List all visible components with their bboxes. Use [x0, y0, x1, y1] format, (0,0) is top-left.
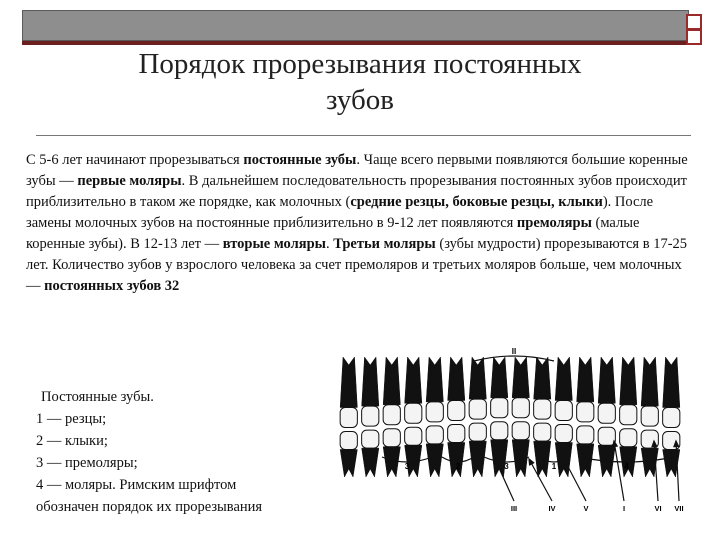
lower-tooth-crown — [512, 422, 529, 440]
header-accent-line — [22, 41, 689, 45]
upper-tooth-crown — [620, 405, 637, 425]
text-run: (зубы мудрости) прорезываются в 17-25 лет. Количество зубов у взрослого человека за счет премоляров и третьих моляров больше, чем молочных — — [26, 236, 688, 294]
upper-tooth-crown — [577, 402, 594, 422]
caption-line: 4 — моляры. Римским шрифтом — [36, 477, 237, 493]
text-run: (малые коренные зубы). В 12-13 лет — — [26, 215, 640, 252]
bold-term: постоянные зубы — [243, 152, 357, 168]
title-line: зубов — [326, 84, 394, 116]
lower-tooth-crown — [426, 426, 443, 444]
upper-tooth-crown — [362, 406, 379, 426]
bold-term: премоляры — [516, 215, 592, 231]
corner-square-decoration — [686, 29, 702, 45]
upper-tooth-crown — [555, 401, 572, 421]
caption-line: обозначен порядок их прорезывания — [36, 499, 263, 515]
title-divider — [36, 135, 691, 136]
upper-tooth-root — [663, 357, 680, 408]
caption-line: Постоянные зубы. — [41, 389, 154, 405]
corner-square-decoration — [686, 14, 702, 30]
lower-tooth-crown — [491, 422, 508, 440]
upper-tooth-crown — [534, 399, 551, 419]
lower-tooth-crown — [598, 427, 615, 445]
eruption-order-label: IV — [548, 504, 556, 513]
lower-tooth-crown — [469, 423, 486, 441]
lower-tooth-crown — [620, 429, 637, 447]
eruption-order-label: VI — [654, 504, 662, 513]
eruption-order-label: VII — [674, 504, 684, 513]
slide-title — [60, 46, 660, 118]
upper-tooth-crown — [340, 408, 357, 428]
lower-tooth-crown — [362, 430, 379, 448]
upper-tooth-crown — [448, 401, 465, 421]
lower-tooth-crown — [340, 432, 357, 450]
upper-tooth-crown — [426, 402, 443, 422]
text-run: ). После замены молочных зубов на постоянные приблизительно в 9-12 лет появляются — [26, 194, 654, 231]
text-run: . В дальнейшем последовательность прорезывания постоянных зубов происходит приблизительно в таком же порядке, как молочных ( — [26, 173, 687, 210]
group-label: 2 — [455, 462, 461, 471]
upper-tooth-crown — [405, 403, 422, 423]
bold-term: средние резцы, боковые резцы, клыки — [350, 194, 603, 210]
group-label: 1 — [551, 462, 557, 471]
bold-term: вторые моляры — [222, 236, 326, 252]
lower-tooth-crown — [555, 425, 572, 443]
caption-line: 1 — резцы; — [36, 411, 107, 427]
body-paragraph — [26, 150, 694, 297]
caption-line: 2 — клыки; — [36, 433, 108, 449]
top-group-label: II — [511, 347, 517, 356]
bold-term: постоянных зубов 32 — [44, 278, 180, 294]
text-run: . Чаще всего первыми появляются большие коренные зубы — — [26, 152, 688, 189]
text-run: С 5-6 лет начинают прорезываться — [26, 152, 244, 168]
upper-tooth-crown — [663, 408, 680, 428]
group-label: 4 — [624, 462, 629, 471]
permanent-teeth-illustration — [324, 345, 694, 515]
title-line: Порядок прорезывания постоянных — [138, 48, 582, 80]
lower-tooth-crown — [383, 429, 400, 447]
group-label: 3 — [504, 462, 509, 471]
bold-term: первые моляры — [77, 173, 182, 189]
eruption-order-label: III — [510, 504, 518, 513]
text-run: . — [325, 236, 334, 252]
caption-line: 3 — премоляры; — [36, 455, 138, 471]
lower-tooth-crown — [405, 427, 422, 445]
bold-term: Третьи моляры — [333, 236, 436, 252]
header-bar — [22, 10, 689, 41]
upper-tooth-crown — [641, 406, 658, 426]
lower-tooth-crown — [577, 426, 594, 444]
upper-tooth-crown — [383, 405, 400, 425]
group-label: 3 — [404, 462, 410, 471]
upper-tooth-crown — [491, 398, 508, 418]
upper-tooth-crown — [469, 399, 486, 419]
lower-tooth-crown — [534, 423, 551, 441]
figure-caption — [36, 386, 326, 518]
upper-tooth-crown — [598, 403, 615, 423]
upper-tooth-crown — [512, 398, 529, 418]
upper-tooth-root — [340, 357, 357, 408]
lower-tooth-crown — [448, 425, 465, 443]
eruption-order-label: V — [583, 504, 589, 513]
eruption-order-label: I — [622, 504, 626, 513]
